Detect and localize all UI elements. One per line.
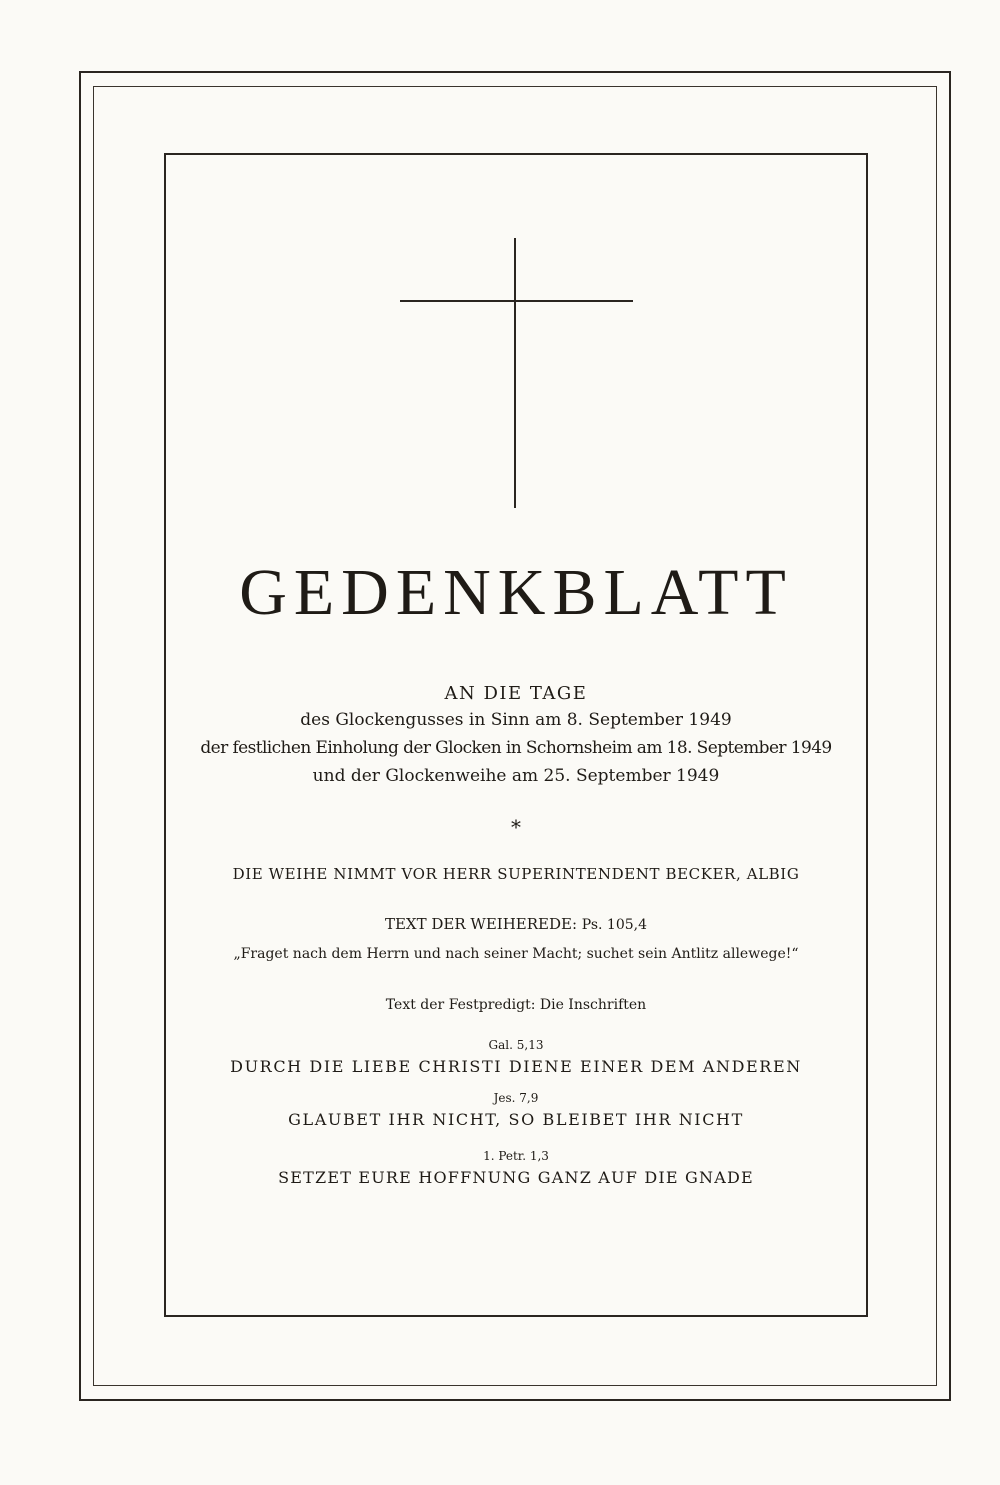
sermon-text-reference: Ps. 105,4 xyxy=(581,917,648,933)
inscription-text: DURCH DIE LIEBE CHRISTI DIENE EINER DEM ANDEREN xyxy=(230,1057,802,1076)
sermon-text-line xyxy=(164,915,868,933)
inscription-reference: Gal. 5,13 xyxy=(488,1038,544,1052)
cross-icon-horizontal xyxy=(400,300,633,302)
asterisk-separator: * xyxy=(511,815,521,839)
inner-frame-border xyxy=(164,153,868,1317)
page-title: GEDENKBLATT xyxy=(239,556,793,629)
inscription-text: GLAUBET IHR NICHT, SO BLEIBET IHR NICHT xyxy=(288,1110,744,1129)
consecration-officiant: DIE WEIHE NIMMT VOR HERR SUPERINTENDENT BECKER, ALBIG xyxy=(232,865,800,883)
date-line-consecration: und der Glockenweihe am 25. September 1949 xyxy=(312,766,720,786)
date-line-procession: der festlichen Einholung der Glocken in Schornsheim am 18. September 1949 xyxy=(200,738,832,758)
cross-icon-vertical xyxy=(514,238,516,508)
sermon-quote: „Fraget nach dem Herrn und nach seiner Macht; suchet sein Antlitz allewege!“ xyxy=(233,946,799,962)
sermon-text-label: TEXT DER WEIHEREDE: xyxy=(384,915,578,933)
intro-heading: AN DIE TAGE xyxy=(444,683,588,704)
inscription-reference: 1. Petr. 1,3 xyxy=(483,1149,549,1163)
date-line-casting: des Glockengusses in Sinn am 8. September 1949 xyxy=(300,710,732,730)
inscription-reference: Jes. 7,9 xyxy=(493,1091,539,1105)
festpredigt-line: Text der Festpredigt: Die Inschriften xyxy=(385,997,647,1013)
inscription-text: SETZET EURE HOFFNUNG GANZ AUF DIE GNADE xyxy=(278,1168,754,1187)
